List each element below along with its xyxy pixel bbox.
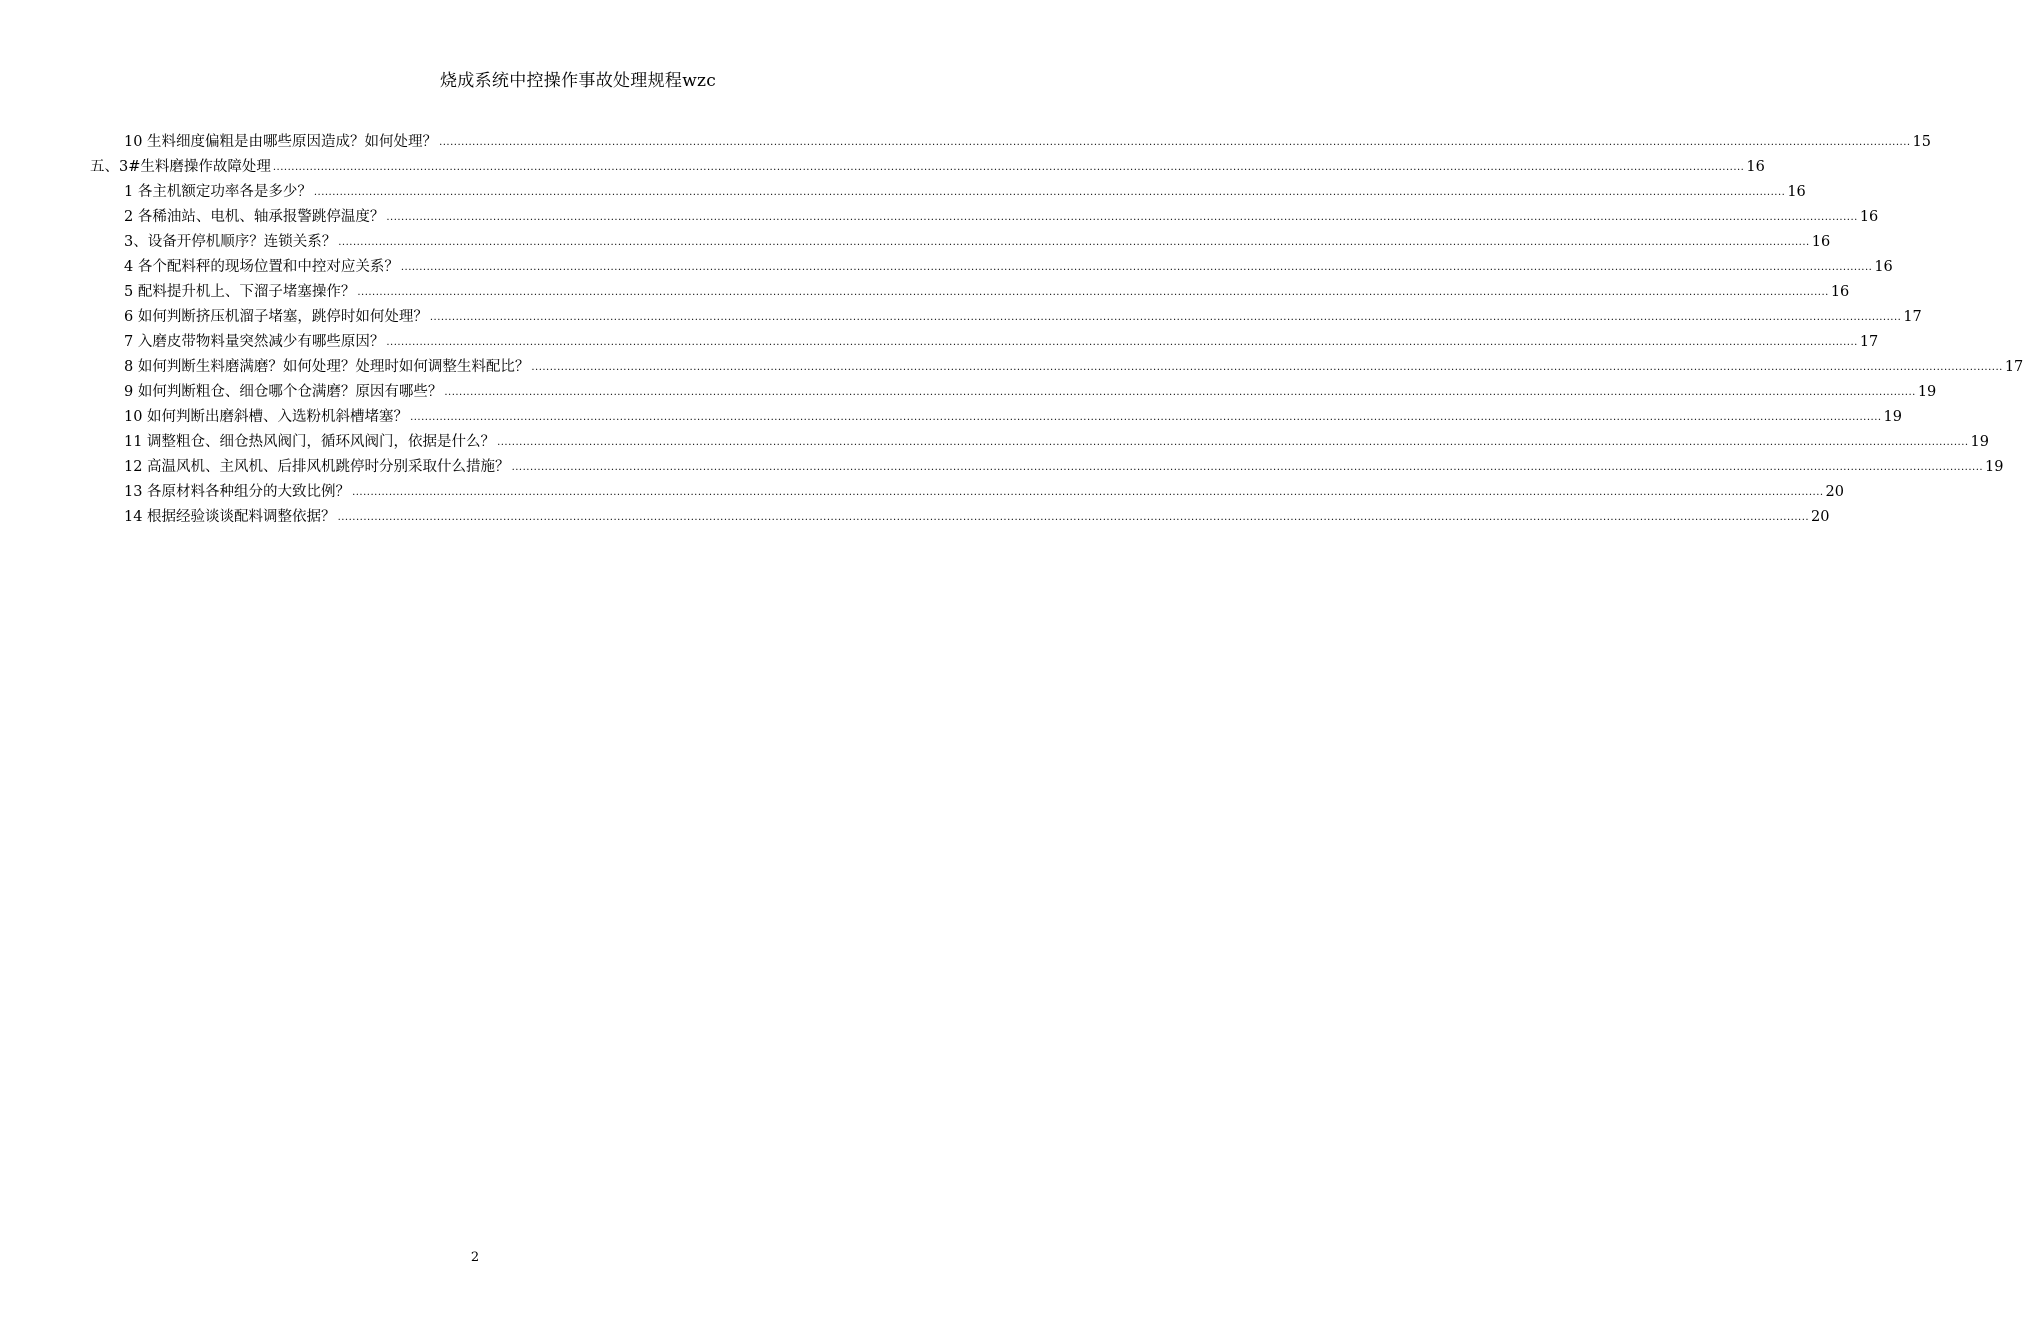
toc-entry[interactable] [124,276,1850,301]
toc-dot-leader: ................................................................................................................................................................................................................................................................................................................................................................................................................ [352,487,1824,498]
toc-entry[interactable] [124,126,1931,151]
toc-entry-text: 五、3#生料磨操作故障处理 [90,159,271,175]
toc-entry-text: 10 如何判断出磨斜槽、入选粉机斜槽堵塞？ [124,409,409,425]
toc-dot-leader: ................................................................................................................................................................................................................................................................................................................................................................................................................ [272,162,1745,173]
toc-entry-page: 20 [1825,484,1844,500]
toc-dot-leader: ................................................................................................................................................................................................................................................................................................................................................................................................................ [313,187,1786,198]
toc-entry[interactable] [124,226,1831,251]
toc-entry[interactable] [124,351,2023,376]
toc-entry[interactable] [124,176,1806,201]
toc-entry-page: 19 [1970,434,1989,450]
page-header-title: 烧成系统中控操作事故处理规程wzc [440,71,717,91]
toc-dot-leader: ................................................................................................................................................................................................................................................................................................................................................................................................................ [386,212,1858,223]
toc-entry[interactable] [124,376,1937,401]
toc-entry-text: 7 入磨皮带物料量突然减少有哪些原因？ [124,334,385,350]
toc-entry[interactable] [124,326,1879,351]
toc-entry-page: 19 [1917,384,1937,400]
toc-entry-text: 13 各原材料各种组分的大致比例？ [124,484,351,500]
toc-entry-page: 19 [1883,409,1902,425]
toc-dot-leader: ................................................................................................................................................................................................................................................................................................................................................................................................................ [400,262,1873,273]
toc-entry-page: 16 [1746,159,1765,175]
toc-dot-leader: ................................................................................................................................................................................................................................................................................................................................................................................................................ [497,437,1969,448]
toc-entry-page: 16 [1787,184,1806,200]
toc-entry-text: 3、设备开停机顺序？连锁关系？ [124,234,337,250]
toc-entry-page: 20 [1811,509,1830,525]
toc-entry[interactable] [124,501,1830,526]
toc-entry-page: 16 [1874,259,1893,275]
toc-entry-page: 16 [1811,234,1831,250]
toc-entry[interactable] [124,201,1879,226]
toc-entry-text: 14 根据经验谈谈配料调整依据？ [124,509,336,525]
toc-entry[interactable] [124,301,1922,326]
toc-entry[interactable] [124,251,1893,276]
toc-dot-leader: ................................................................................................................................................................................................................................................................................................................................................................................................................ [531,362,2003,373]
toc-entry-text: 1 各主机额定功率各是多少？ [124,184,312,200]
toc-entry-page: 15 [1912,134,1931,150]
toc-entry-page: 17 [1903,309,1922,325]
toc-dot-leader: ................................................................................................................................................................................................................................................................................................................................................................................................................ [357,287,1829,298]
toc-entry[interactable] [124,401,1902,426]
page-number: 2 [470,1250,480,1265]
toc-dot-leader: ................................................................................................................................................................................................................................................................................................................................................................................................................ [338,237,1810,248]
toc-entry-page: 16 [1859,209,1879,225]
toc-entry-text: 11 调整粗仓、细仓热风阀门，循环风阀门，依据是什么？ [124,434,496,450]
toc-dot-leader: ................................................................................................................................................................................................................................................................................................................................................................................................................ [511,462,1984,473]
toc-entry-text: 5 配料提升机上、下溜子堵塞操作？ [124,284,356,300]
toc-entry-page: 17 [1859,334,1879,350]
toc-entry-page: 16 [1830,284,1850,300]
toc-entry-text: 10 生料细度偏粗是由哪些原因造成？如何处理？ [124,134,438,150]
toc-entry-page: 17 [2004,359,2023,375]
toc-entry-text: 9 如何判断粗仓、细仓哪个仓满磨？原因有哪些？ [124,384,443,400]
toc-entry[interactable] [124,426,1989,451]
toc-entry[interactable] [90,151,1765,176]
toc-entry-text: 8 如何判断生料磨满磨？如何处理？处理时如何调整生料配比？ [124,359,530,375]
toc-dot-leader: ................................................................................................................................................................................................................................................................................................................................................................................................................ [410,412,1882,423]
toc-dot-leader: ................................................................................................................................................................................................................................................................................................................................................................................................................ [386,337,1858,348]
toc-entry[interactable] [124,476,1844,501]
toc-entry-text: 4 各个配料秤的现场位置和中控对应关系？ [124,259,399,275]
toc-entry-page: 19 [1985,459,2004,475]
toc-entry-text: 6 如何判断挤压机溜子堵塞，跳停时如何处理？ [124,309,428,325]
toc-dot-leader: ................................................................................................................................................................................................................................................................................................................................................................................................................ [337,512,1810,523]
toc-dot-leader: ................................................................................................................................................................................................................................................................................................................................................................................................................ [444,387,1916,398]
toc-entry[interactable] [124,451,2004,476]
toc-dot-leader: ................................................................................................................................................................................................................................................................................................................................................................................................................ [439,137,1911,148]
toc-entry-text: 2 各稀油站、电机、轴承报警跳停温度？ [124,209,385,225]
toc-entry-text: 12 高温风机、主风机、后排风机跳停时分别采取什么措施？ [124,459,510,475]
toc-dot-leader: ................................................................................................................................................................................................................................................................................................................................................................................................................ [429,312,1902,323]
